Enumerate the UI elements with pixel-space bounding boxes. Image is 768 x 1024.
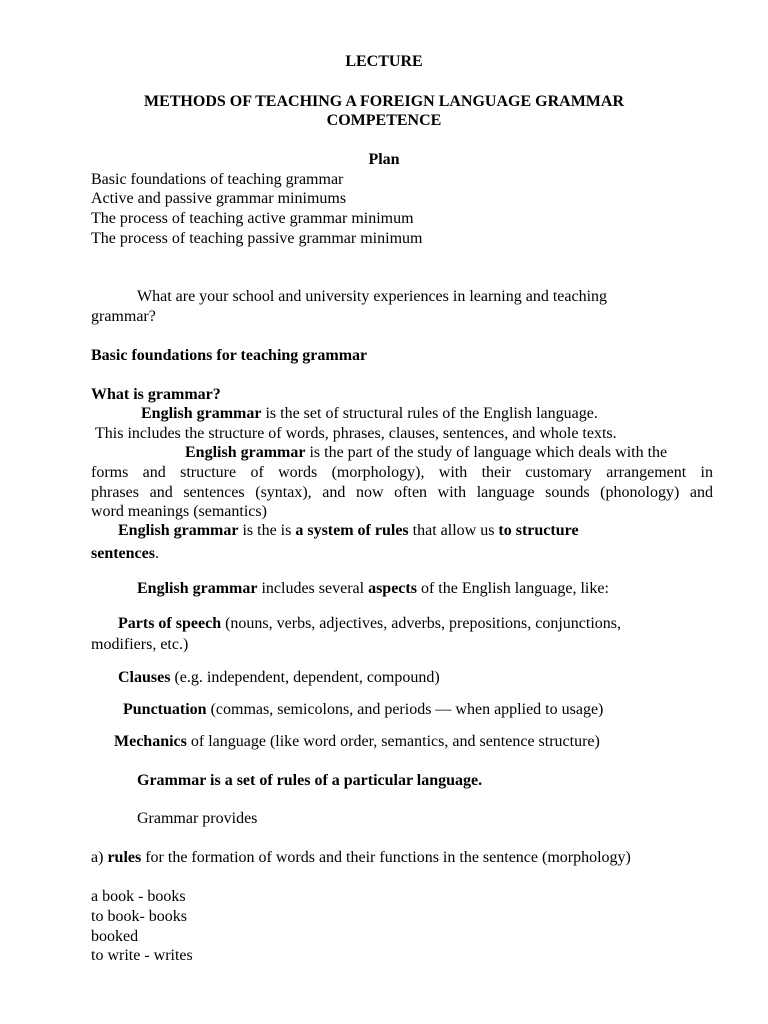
definition-3: English grammar is the is a system of rules that allow us to structure	[118, 522, 579, 539]
plan-item: The process of teaching active grammar minimum	[91, 210, 414, 227]
point-a: a) rules for the formation of words and their functions in the sentence (morphology)	[91, 849, 631, 866]
plan-item: Active and passive grammar minimums	[91, 190, 347, 207]
title-line-1: METHODS OF TEACHING A FOREIGN LANGUAGE GRAMMAR	[143, 93, 625, 110]
definition-2-line-2: forms and structure of words (morphology), with their customary arrangement in	[91, 464, 713, 481]
section-heading: Basic foundations for teaching grammar	[91, 347, 368, 364]
definition-2: English grammar is the part of the study of language which deals with the	[185, 444, 668, 461]
includes-aspects: English grammar includes several aspects of the English language, like:	[137, 580, 609, 597]
definition-2-line-4: word meanings (semantics)	[91, 503, 267, 520]
punctuation-item: Punctuation (commas, semicolons, and periods — when applied to usage)	[123, 701, 604, 718]
definition-3-line-2: sentences.	[91, 545, 159, 562]
mechanics-item: Mechanics of language (like word order, semantics, and sentence structure)	[114, 733, 600, 750]
question-line-1: What are your school and university experiences in learning and teaching	[137, 288, 608, 305]
example-item: booked	[91, 928, 139, 945]
title-line-2: COMPETENCE	[326, 112, 442, 129]
definition-2-line-3: phrases and sentences (syntax), and now often with language sounds (phonology) and	[91, 484, 713, 501]
plan-item: The process of teaching passive grammar minimum	[91, 230, 423, 247]
plan-item: Basic foundations of teaching grammar	[91, 171, 344, 188]
parts-of-speech: Parts of speech (nouns, verbs, adjectives, adverbs, prepositions, conjunctions,	[118, 615, 622, 632]
definition-1-line-2: This includes the structure of words, phrases, clauses, sentences, and whole texts.	[95, 425, 617, 442]
example-item: a book - books	[91, 888, 186, 905]
definition-1: English grammar is the set of structural rules of the English language.	[141, 405, 598, 422]
grammar-provides: Grammar provides	[137, 810, 258, 827]
question-line-2: grammar?	[91, 308, 156, 325]
parts-of-speech-line-2: modifiers, etc.)	[91, 636, 189, 653]
what-is-grammar-heading: What is grammar?	[91, 386, 221, 403]
clauses-item: Clauses (e.g. independent, dependent, compound)	[118, 669, 440, 686]
plan-heading: Plan	[368, 151, 400, 168]
rules-statement: Grammar is a set of rules of a particular language.	[137, 772, 483, 789]
example-item: to book- books	[91, 908, 187, 925]
example-item: to write - writes	[91, 947, 193, 964]
lecture-label: LECTURE	[345, 53, 423, 70]
